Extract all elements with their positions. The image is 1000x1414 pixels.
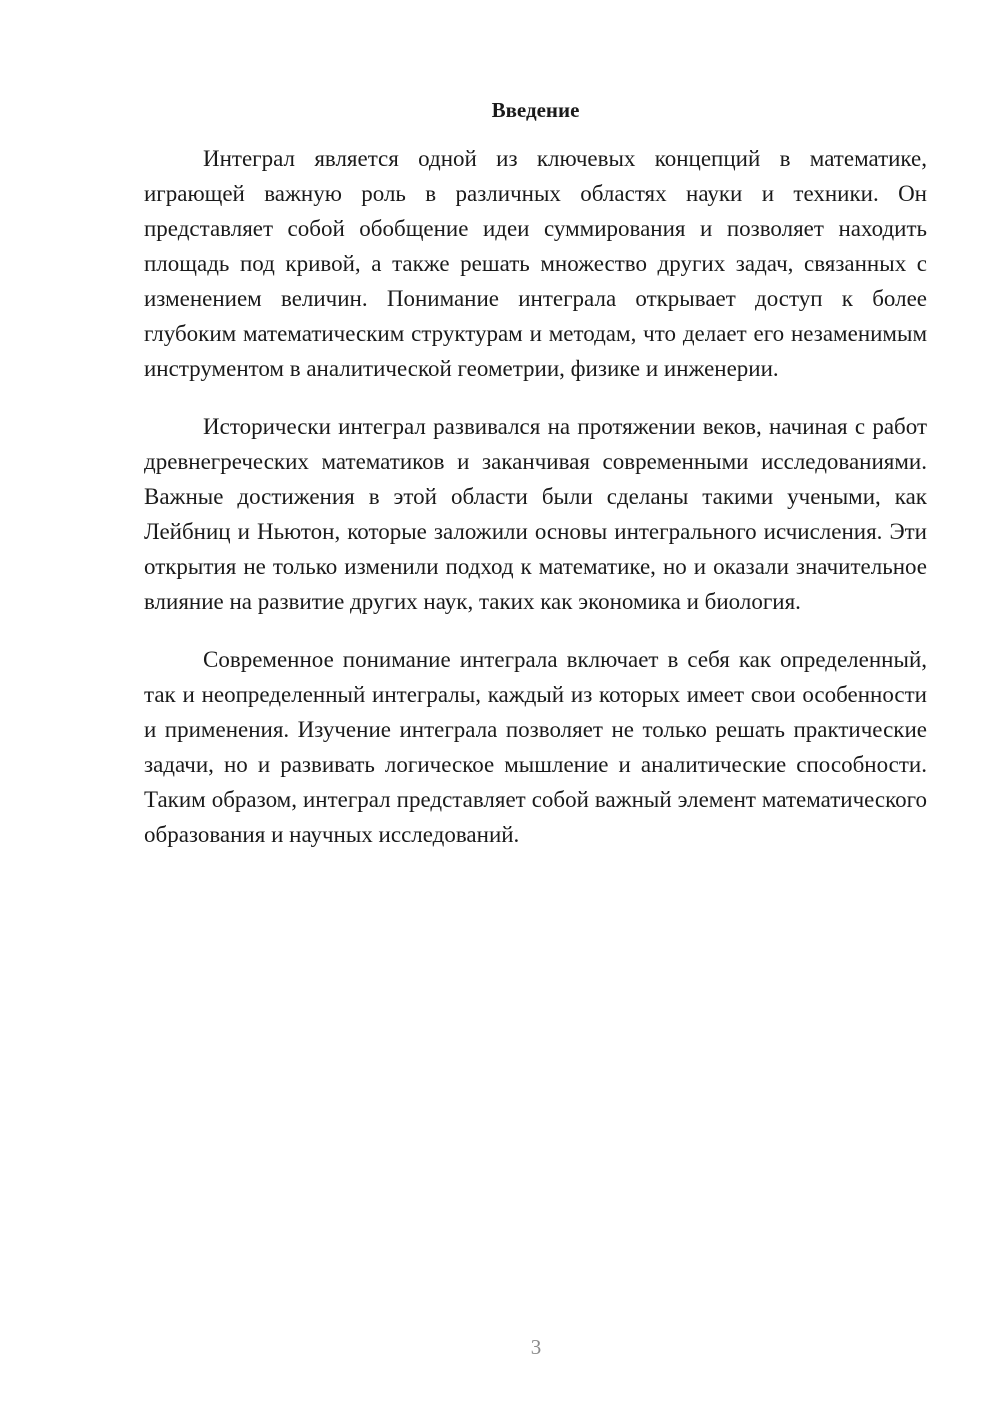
paragraph-1: Интеграл является одной из ключевых концепций в математике, играющей важную роль в различных областях науки и техники. Он представляет собой обобщение идеи суммирования и позволяет находить площадь под кривой, а также решать множество других задач, связанных с изменением величин. Понимание интеграла открывает доступ к более глубоким математическим структурам и методам, что делает его незаменимым инструментом в аналитической геометрии, физике и инженерии. [144,146,927,381]
paragraph-2: Исторически интеграл развивался на протяжении веков, начиная с работ древнегреческих математиков и заканчивая современными исследованиями. Важные достижения в этой области были сделаны такими учеными, как Лейбниц и Ньютон, которые заложили основы интегрального исчисления. Эти открытия не только изменили подход к математике, но и оказали значительное влияние на развитие других наук, таких как экономика и биология. [144,414,927,614]
page-content [144,95,927,875]
section-heading: Введение [491,98,580,122]
paragraph-3: Современное понимание интеграла включает в себя как определенный, так и неопределенный интегралы, каждый из которых имеет свои особенности и применения. Изучение интеграла позволяет не только решать практические задачи, но и развивать логическое мышление и аналитические способности. Таким образом, интеграл представляет собой важный элемент математического образования и научных исследований. [144,647,927,847]
page-number: 3 [530,1335,542,1359]
